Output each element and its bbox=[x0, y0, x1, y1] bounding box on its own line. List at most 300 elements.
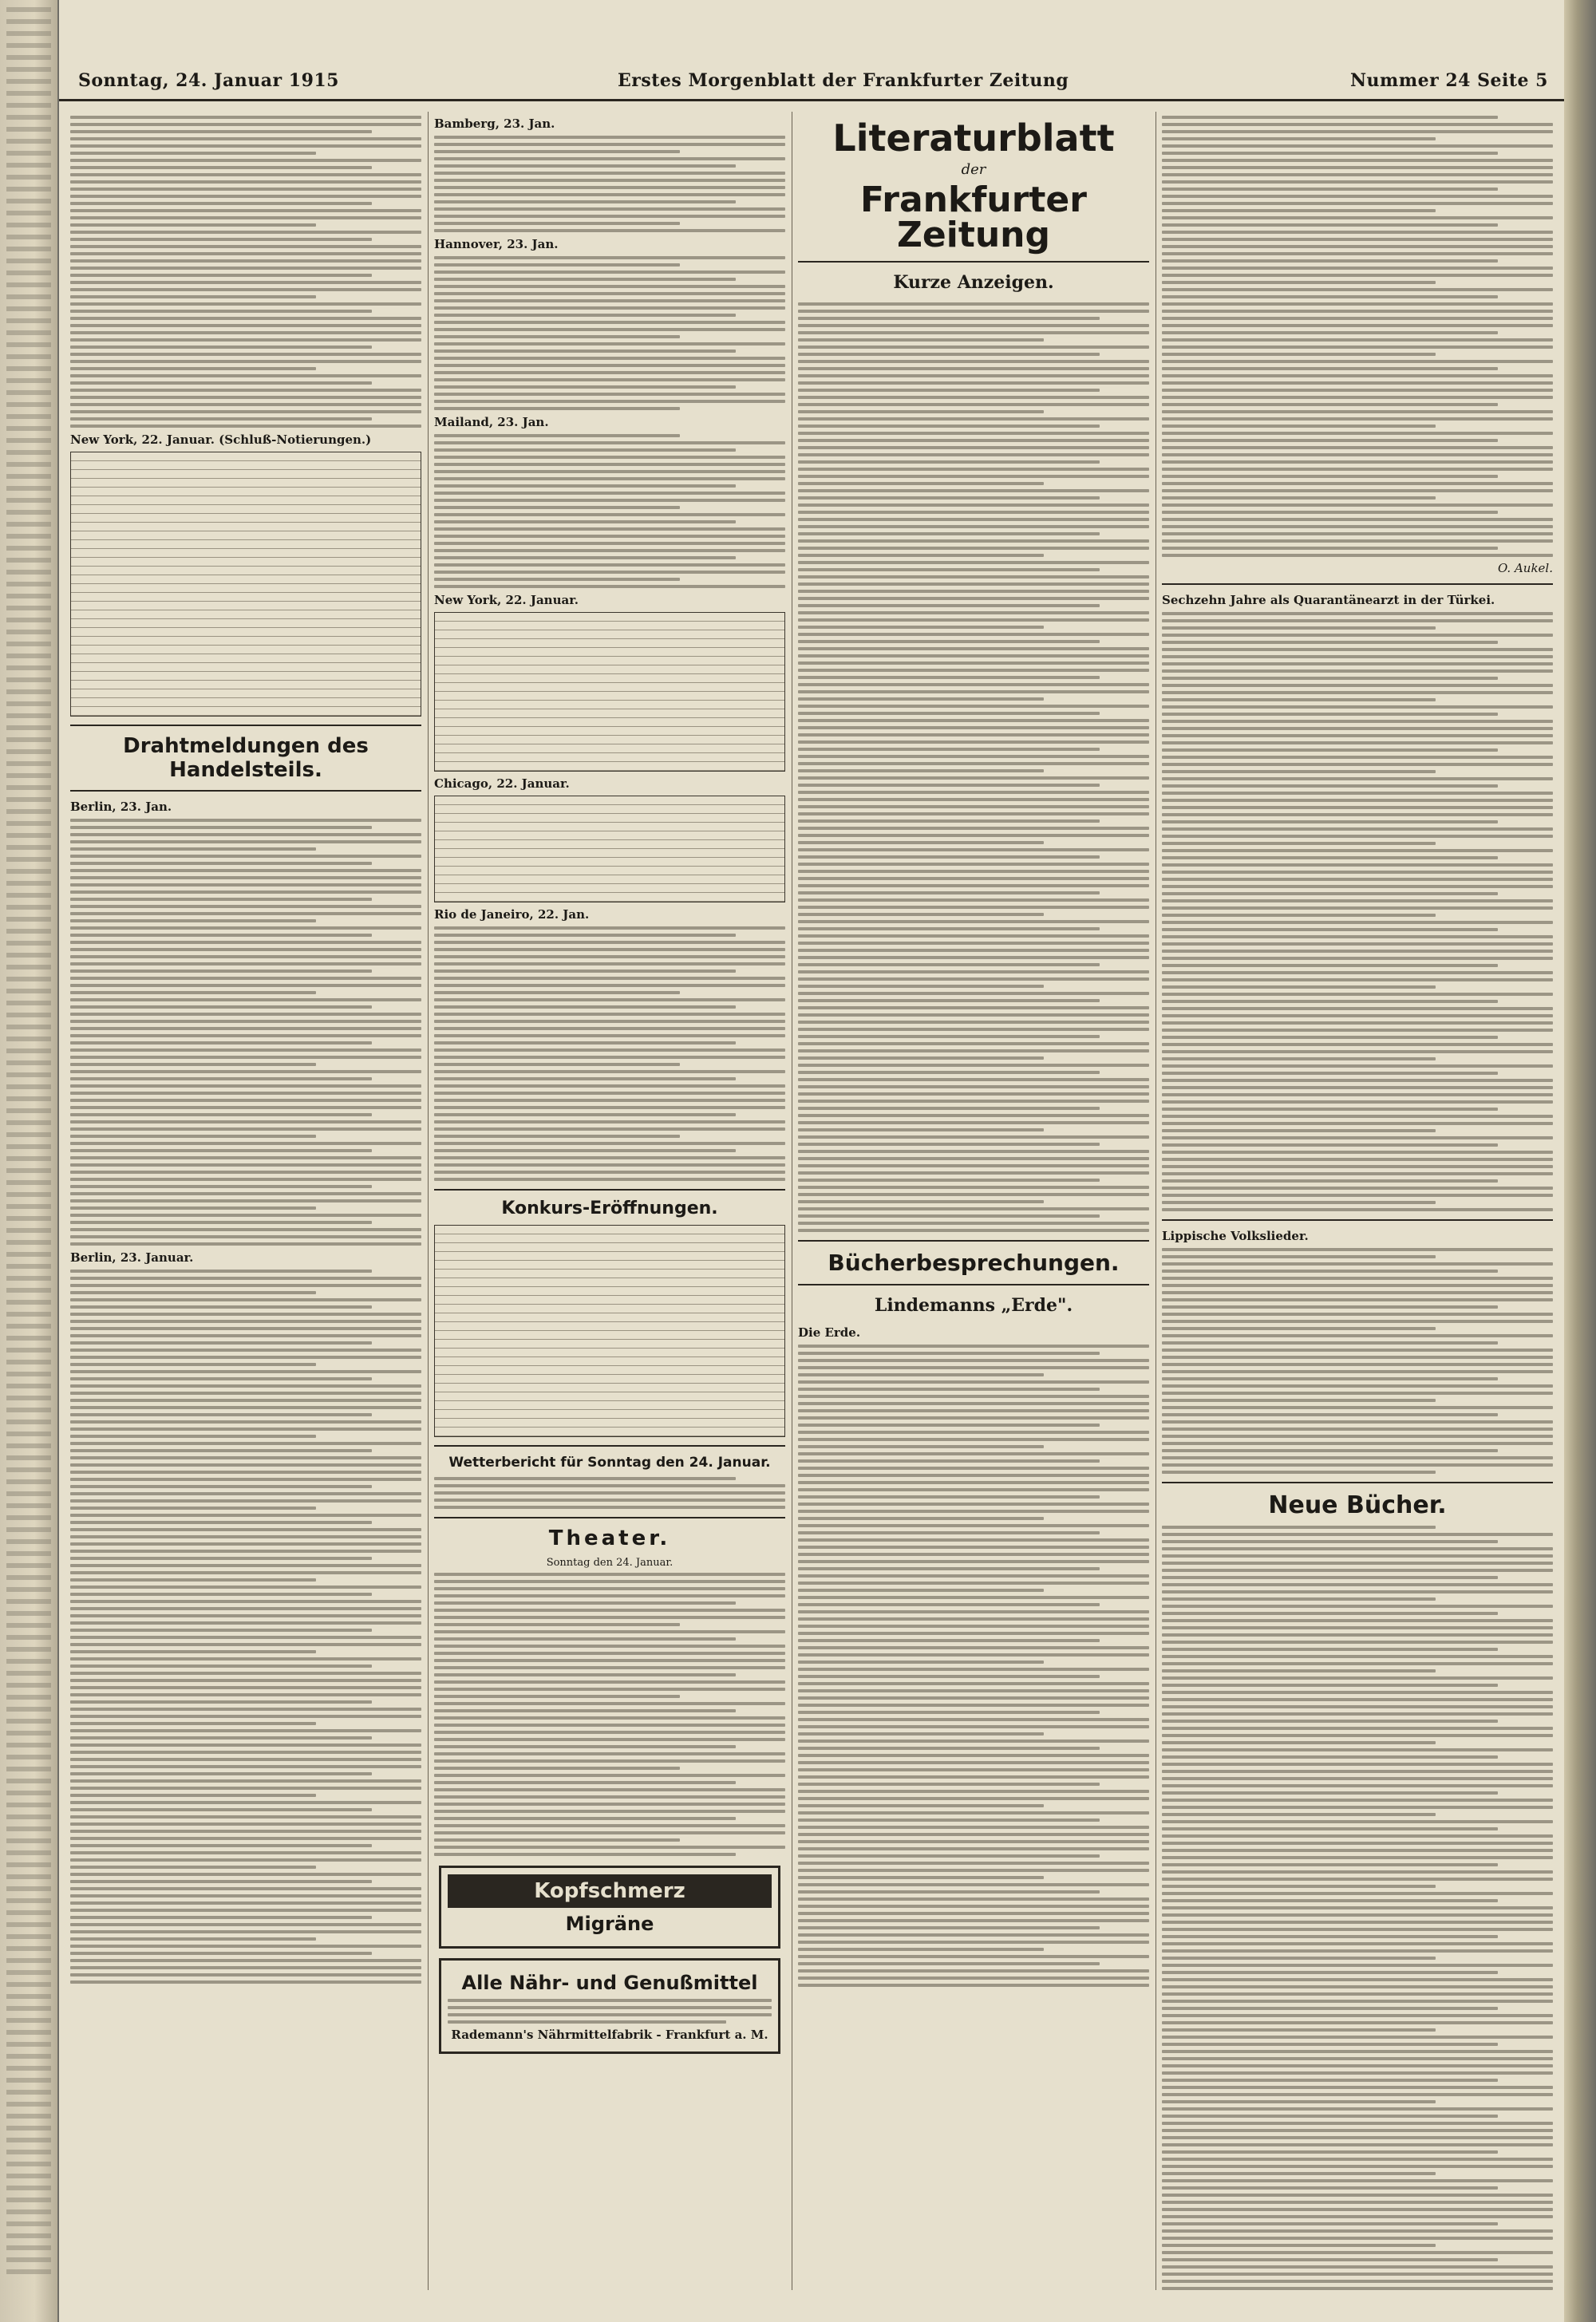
text-line bbox=[1162, 1526, 1436, 1529]
table-row bbox=[435, 665, 784, 674]
text-line bbox=[798, 1775, 1149, 1779]
text-line bbox=[1162, 1913, 1553, 1917]
gutter-text-line bbox=[6, 809, 51, 814]
gutter-text-line bbox=[6, 1862, 51, 1867]
text-line bbox=[1162, 1569, 1553, 1572]
text-line bbox=[1162, 302, 1553, 306]
divider bbox=[798, 261, 1149, 263]
text-line bbox=[1162, 906, 1553, 910]
text-line bbox=[70, 862, 372, 865]
gutter-text-line bbox=[6, 1372, 51, 1376]
text-line bbox=[70, 1952, 372, 1955]
gutter-text-line bbox=[6, 1467, 51, 1472]
text-line bbox=[70, 1822, 421, 1826]
text-line bbox=[1162, 425, 1436, 428]
text-line bbox=[798, 310, 1149, 313]
text-line bbox=[1162, 691, 1553, 694]
text-line bbox=[1162, 1669, 1436, 1672]
text-line bbox=[798, 927, 1100, 930]
text-line bbox=[70, 1916, 372, 1919]
text-line bbox=[798, 1416, 1149, 1420]
text-line bbox=[798, 1481, 1149, 1484]
text-line bbox=[798, 1761, 1149, 1764]
divider bbox=[70, 790, 421, 792]
text-line bbox=[798, 1452, 1149, 1455]
gutter-text-line bbox=[6, 1826, 51, 1831]
dateline: Berlin, 23. Januar. bbox=[70, 1250, 194, 1265]
text-line bbox=[1162, 209, 1436, 212]
text-line bbox=[798, 1790, 1149, 1793]
gutter-text-line bbox=[6, 1994, 51, 1999]
text-line bbox=[70, 360, 421, 363]
text-line bbox=[1162, 389, 1553, 392]
text-line bbox=[798, 690, 1149, 693]
text-line bbox=[1162, 871, 1553, 874]
gutter-text-line bbox=[6, 1934, 51, 1939]
text-line bbox=[798, 748, 1100, 751]
text-line bbox=[70, 317, 421, 320]
gutter-text-line bbox=[6, 1683, 51, 1688]
text-line bbox=[798, 453, 1149, 456]
text-line bbox=[1162, 288, 1553, 291]
text-line bbox=[1162, 1942, 1553, 1945]
text-line bbox=[1162, 1428, 1553, 1431]
text-line bbox=[798, 1092, 1149, 1096]
text-line bbox=[1162, 1648, 1498, 1651]
text-line bbox=[70, 202, 372, 205]
text-line bbox=[70, 1135, 316, 1138]
table-row bbox=[435, 701, 784, 709]
text-line bbox=[1162, 1136, 1553, 1139]
table-row bbox=[71, 681, 421, 689]
text-line bbox=[1162, 2007, 1498, 2010]
gutter-text-line bbox=[6, 1264, 51, 1269]
text-line bbox=[70, 374, 421, 377]
text-line bbox=[798, 1546, 1149, 1549]
text-line bbox=[70, 252, 421, 255]
text-line bbox=[798, 1919, 1149, 1922]
gutter-text-line bbox=[6, 1755, 51, 1759]
table-row bbox=[435, 858, 784, 867]
text-line bbox=[434, 200, 736, 203]
text-line bbox=[1162, 2093, 1553, 2096]
table-row bbox=[71, 628, 421, 637]
text-line bbox=[434, 1759, 785, 1763]
gutter-text-line bbox=[6, 725, 51, 730]
text-line bbox=[1162, 2172, 1436, 2175]
table-row bbox=[435, 1340, 784, 1349]
gutter-text-line bbox=[6, 1396, 51, 1400]
text-line bbox=[434, 1020, 785, 1023]
text-line bbox=[70, 912, 421, 915]
gutter-text-line bbox=[6, 1228, 51, 1233]
gutter-text-line bbox=[6, 1719, 51, 1724]
text-line bbox=[70, 1794, 316, 1797]
text-line bbox=[70, 245, 421, 248]
text-line bbox=[798, 1826, 1149, 1829]
text-line bbox=[70, 890, 421, 894]
text-line bbox=[1162, 1741, 1436, 1744]
text-line bbox=[1162, 1277, 1553, 1280]
gutter-text-line bbox=[6, 1803, 51, 1807]
gutter-text-line bbox=[6, 414, 51, 419]
text-line bbox=[70, 926, 421, 930]
text-line bbox=[70, 1700, 372, 1704]
table-row bbox=[71, 514, 421, 523]
gutter-text-line bbox=[6, 833, 51, 838]
book-gutter bbox=[0, 0, 57, 2322]
text-line bbox=[434, 571, 785, 574]
table-row bbox=[435, 1313, 784, 1322]
text-line bbox=[70, 1557, 372, 1560]
text-line bbox=[434, 977, 785, 980]
text-line bbox=[1162, 1957, 1436, 1960]
gutter-text-line bbox=[6, 1515, 51, 1520]
text-line bbox=[1162, 2071, 1553, 2075]
text-line bbox=[434, 1846, 785, 1849]
text-line bbox=[1162, 1763, 1553, 1766]
text-line bbox=[1162, 259, 1498, 263]
gutter-text-line bbox=[6, 821, 51, 826]
text-line bbox=[70, 238, 372, 241]
text-line bbox=[434, 1666, 785, 1669]
text-line bbox=[70, 826, 372, 829]
gutter-text-line bbox=[6, 79, 51, 84]
text-line bbox=[798, 1689, 1149, 1692]
text-line bbox=[1162, 2215, 1553, 2218]
text-line bbox=[1162, 1456, 1553, 1459]
text-line bbox=[70, 116, 421, 119]
table-row bbox=[435, 639, 784, 648]
text-line bbox=[70, 216, 421, 219]
text-line bbox=[1162, 1093, 1553, 1096]
text-line bbox=[798, 1819, 1100, 1822]
text-line bbox=[434, 1803, 785, 1806]
text-line bbox=[798, 1797, 1149, 1800]
text-line bbox=[1162, 281, 1436, 284]
text-line bbox=[798, 1668, 1149, 1671]
text-line bbox=[70, 1729, 421, 1732]
text-line bbox=[70, 1672, 421, 1675]
text-line bbox=[1162, 1471, 1436, 1474]
text-line bbox=[798, 1179, 1100, 1182]
text-line bbox=[1162, 1291, 1553, 1294]
table-row bbox=[435, 613, 784, 622]
text-block bbox=[1162, 116, 1553, 557]
text-line bbox=[1162, 1784, 1553, 1787]
text-line bbox=[70, 295, 316, 298]
text-line bbox=[1162, 1899, 1498, 1902]
text-line bbox=[70, 1305, 372, 1309]
text-line bbox=[434, 222, 680, 225]
text-line bbox=[70, 898, 372, 901]
text-line bbox=[70, 969, 372, 973]
text-line bbox=[70, 1686, 421, 1689]
text-line bbox=[798, 1157, 1149, 1160]
text-line bbox=[70, 1528, 421, 1531]
text-line bbox=[70, 1937, 316, 1941]
text-line bbox=[70, 1199, 421, 1202]
text-line bbox=[434, 477, 785, 480]
gutter-text-line bbox=[6, 67, 51, 72]
text-line bbox=[798, 683, 1149, 686]
text-line bbox=[1162, 475, 1498, 478]
text-line bbox=[70, 1334, 421, 1337]
text-line bbox=[70, 417, 372, 421]
text-line bbox=[798, 985, 1044, 988]
text-line bbox=[70, 403, 421, 406]
text-line bbox=[1162, 2194, 1553, 2197]
section-title: Konkurs-Eröffnungen. bbox=[501, 1199, 718, 1218]
gutter-text-line bbox=[6, 1886, 51, 1891]
text-line bbox=[1162, 698, 1436, 701]
gutter-text-line bbox=[6, 785, 51, 790]
gutter-text-line bbox=[6, 1647, 51, 1652]
text-line bbox=[1162, 2115, 1498, 2118]
text-line bbox=[798, 1625, 1149, 1628]
table-row bbox=[435, 1287, 784, 1296]
text-line bbox=[434, 1142, 785, 1145]
text-line bbox=[798, 590, 1149, 593]
gutter-text-line bbox=[6, 570, 51, 575]
gutter-text-line bbox=[6, 271, 51, 275]
text-line bbox=[1162, 770, 1436, 773]
text-block bbox=[70, 819, 421, 1246]
text-line bbox=[70, 984, 421, 987]
text-line bbox=[1162, 367, 1498, 370]
text-line bbox=[798, 791, 1149, 794]
text-line bbox=[70, 1363, 316, 1366]
gutter-text-line bbox=[6, 247, 51, 251]
text-line bbox=[798, 1028, 1149, 1031]
text-line bbox=[798, 647, 1149, 650]
table-row bbox=[435, 1234, 784, 1243]
gutter-text-line bbox=[6, 953, 51, 958]
gutter-text-line bbox=[6, 989, 51, 993]
text-line bbox=[798, 403, 1149, 406]
text-line bbox=[798, 1013, 1149, 1017]
text-line bbox=[1162, 2258, 1498, 2261]
text-line bbox=[434, 1477, 736, 1480]
table-row bbox=[435, 1252, 784, 1261]
text-line bbox=[70, 1743, 421, 1747]
text-line bbox=[1162, 1691, 1553, 1694]
gutter-text-line bbox=[6, 1025, 51, 1029]
text-line bbox=[798, 1783, 1100, 1786]
table-row bbox=[435, 736, 784, 744]
text-line bbox=[434, 1171, 785, 1174]
text-line bbox=[798, 992, 1149, 995]
text-line bbox=[70, 1650, 316, 1653]
text-line bbox=[1162, 705, 1553, 709]
text-line bbox=[434, 1745, 736, 1748]
text-line bbox=[798, 611, 1149, 614]
text-line bbox=[70, 1178, 421, 1181]
text-line bbox=[798, 1610, 1149, 1613]
text-line bbox=[798, 338, 1044, 342]
text-line bbox=[1162, 295, 1498, 298]
text-line bbox=[434, 1491, 785, 1495]
text-line bbox=[434, 948, 785, 951]
table-row bbox=[435, 1322, 784, 1331]
table-row bbox=[71, 567, 421, 575]
text-line bbox=[1162, 741, 1553, 744]
text-line bbox=[798, 582, 1149, 586]
text-line bbox=[434, 1781, 736, 1784]
text-line bbox=[798, 1696, 1149, 1700]
text-line bbox=[1162, 1187, 1553, 1190]
review-title: Lippische Volkslieder. bbox=[1162, 1229, 1309, 1243]
text-line bbox=[798, 870, 1149, 873]
text-line bbox=[1162, 381, 1553, 385]
text-line bbox=[1162, 1399, 1436, 1402]
text-line bbox=[70, 883, 421, 887]
text-line bbox=[798, 1682, 1149, 1685]
divider bbox=[1162, 1482, 1553, 1483]
text-block bbox=[434, 136, 785, 232]
gutter-text-line bbox=[6, 1312, 51, 1317]
text-line bbox=[434, 984, 785, 987]
table-row bbox=[435, 849, 784, 858]
text-line bbox=[798, 1021, 1149, 1024]
text-line bbox=[798, 769, 1044, 772]
text-line bbox=[798, 389, 1100, 392]
table-row bbox=[435, 1261, 784, 1270]
text-line bbox=[798, 1107, 1100, 1110]
table-row bbox=[435, 744, 784, 753]
text-line bbox=[798, 633, 1149, 636]
table-row bbox=[435, 683, 784, 692]
text-line bbox=[70, 1801, 421, 1804]
text-line bbox=[1162, 554, 1553, 557]
text-line bbox=[798, 460, 1100, 464]
gutter-text-line bbox=[6, 522, 51, 527]
text-line bbox=[70, 1478, 421, 1481]
text-block bbox=[70, 116, 421, 428]
table-row bbox=[435, 1428, 784, 1436]
text-line bbox=[434, 1580, 785, 1583]
text-line bbox=[1162, 1720, 1498, 1723]
gutter-text-line bbox=[6, 1276, 51, 1281]
text-line bbox=[1162, 2122, 1553, 2125]
text-line bbox=[1162, 1208, 1553, 1211]
text-line bbox=[70, 1384, 421, 1388]
text-line bbox=[798, 1869, 1149, 1872]
text-line bbox=[798, 1359, 1149, 1362]
text-line bbox=[1162, 820, 1498, 823]
table-row bbox=[435, 884, 784, 893]
text-line bbox=[798, 949, 1149, 952]
text-line bbox=[1162, 964, 1498, 967]
text-line bbox=[70, 919, 316, 922]
text-line bbox=[434, 1767, 680, 1770]
text-line bbox=[798, 1854, 1100, 1858]
text-line bbox=[434, 321, 785, 324]
text-line bbox=[434, 371, 785, 374]
text-line bbox=[70, 1600, 421, 1603]
text-line bbox=[434, 1106, 785, 1109]
gutter-text-line bbox=[6, 1539, 51, 1544]
text-line bbox=[434, 292, 785, 295]
text-line bbox=[70, 1564, 421, 1567]
text-line bbox=[434, 1716, 785, 1720]
gutter-text-line bbox=[6, 1791, 51, 1795]
text-line bbox=[798, 798, 1149, 801]
table-row bbox=[71, 505, 421, 514]
text-line bbox=[798, 446, 1149, 449]
gutter-text-line bbox=[6, 1324, 51, 1329]
gutter-text-line bbox=[6, 151, 51, 156]
gutter-text-line bbox=[6, 1671, 51, 1676]
text-line bbox=[1162, 116, 1498, 119]
gutter-text-line bbox=[6, 546, 51, 551]
text-line bbox=[1162, 1172, 1553, 1175]
text-line bbox=[70, 1206, 316, 1210]
text-line bbox=[70, 1420, 421, 1424]
text-line bbox=[1162, 460, 1553, 464]
header-date: Sonntag, 24. Januar 1915 bbox=[78, 70, 339, 91]
text-line bbox=[434, 342, 785, 346]
text-line bbox=[70, 1020, 421, 1023]
gutter-text-line bbox=[6, 390, 51, 395]
text-line bbox=[434, 357, 785, 360]
text-line bbox=[798, 1128, 1044, 1131]
text-line bbox=[798, 1495, 1100, 1499]
text-line bbox=[1162, 1885, 1436, 1888]
gutter-text-line bbox=[6, 737, 51, 742]
text-line bbox=[1162, 1392, 1553, 1395]
text-line bbox=[434, 585, 785, 588]
text-line bbox=[70, 876, 421, 879]
gutter-text-line bbox=[6, 1336, 51, 1341]
text-line bbox=[70, 1614, 421, 1617]
text-line bbox=[70, 1077, 372, 1080]
text-line bbox=[70, 1313, 421, 1316]
gutter-text-line bbox=[6, 366, 51, 371]
gutter-text-line bbox=[6, 977, 51, 981]
text-line bbox=[1162, 806, 1553, 809]
text-line bbox=[70, 1851, 421, 1854]
gutter-text-line bbox=[6, 761, 51, 766]
text-line bbox=[434, 172, 785, 175]
text-line bbox=[434, 314, 736, 317]
text-line bbox=[434, 1702, 785, 1705]
text-line bbox=[434, 441, 785, 444]
text-line bbox=[798, 1056, 1044, 1060]
text-line bbox=[798, 1567, 1100, 1570]
review-lead: Die Erde. bbox=[798, 1325, 861, 1340]
text-line bbox=[1162, 648, 1553, 651]
text-line bbox=[434, 463, 785, 466]
text-line bbox=[70, 152, 316, 155]
text-line bbox=[1162, 1734, 1553, 1737]
text-line bbox=[1162, 835, 1553, 838]
text-line bbox=[1162, 1612, 1498, 1615]
review-title: Lindemanns „Erde". bbox=[874, 1295, 1073, 1316]
text-line bbox=[434, 136, 785, 139]
gutter-text-line bbox=[6, 665, 51, 670]
text-line bbox=[798, 819, 1100, 823]
table-row bbox=[435, 753, 784, 762]
text-line bbox=[798, 1596, 1149, 1599]
text-line bbox=[1162, 252, 1553, 255]
text-line bbox=[70, 1636, 421, 1639]
gutter-text-line bbox=[6, 2078, 51, 2083]
text-line bbox=[70, 1149, 372, 1152]
text-line bbox=[70, 934, 372, 937]
text-line bbox=[434, 393, 785, 396]
text-line bbox=[798, 482, 1044, 485]
